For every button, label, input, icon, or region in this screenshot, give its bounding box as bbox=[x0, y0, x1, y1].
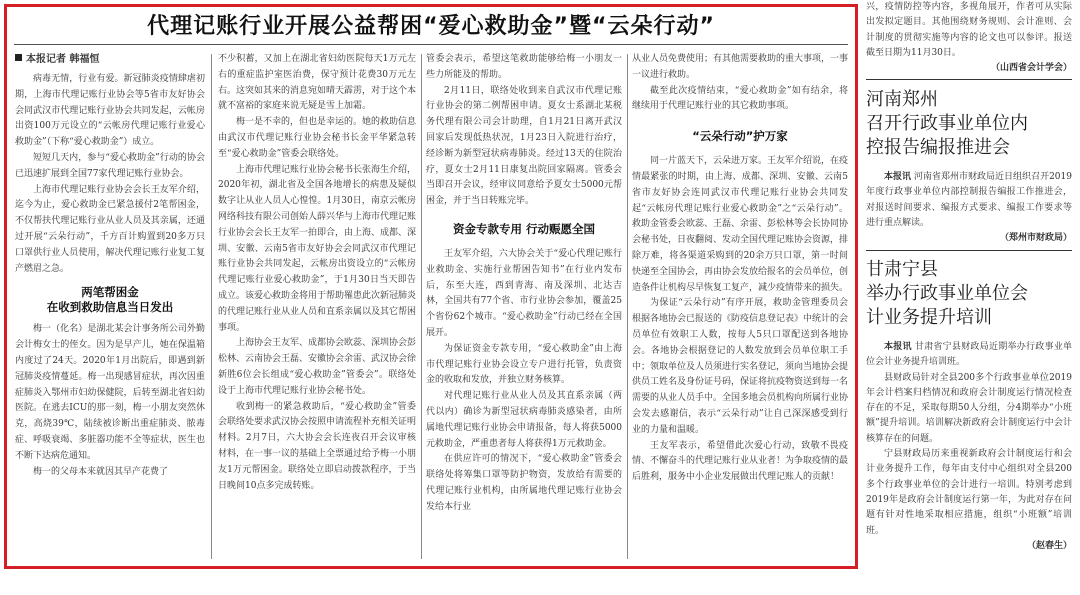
paragraph: 甘肃省宁县财政局近期举办行政事业单位会计业务提升培训班。 bbox=[866, 342, 1072, 368]
square-bullet-icon bbox=[15, 54, 22, 61]
paragraph: 宁县财政局历来重视新政府会计制度运行和会计业务提升工作，每年由支付中心组织对全县200多个行政事业单位的会计进行一培训。特别考虑到2019年是政府会计制度运行第一年，为此对存在问题有针对性地采取相应措施，组织“小班额”培训班。 bbox=[866, 449, 1072, 536]
paragraph: 管委会表示，希望这笔救助能够给梅一小朋友一些力所能及的帮助。 bbox=[426, 54, 622, 80]
paragraph: 梅一是不幸的，但也是幸运的。她的救助信息由武汉市代理记账行业协会秘书长金平华紧急转至“爱心救助金”管委会联络处。 bbox=[218, 117, 416, 159]
paragraph: 短短几天内，参与“爱心救助金”行动的协会已迅速扩展到全国77家代理记账行业协会。 bbox=[15, 152, 205, 179]
lead-label: 本报讯 bbox=[884, 342, 912, 352]
article-column-1 bbox=[15, 52, 205, 562]
paragraph: 王友军介绍，六大协会关于“爱心代理记账行业救助金、实施行业帮困告知书”在行业内发布后，东至大连，西到青海、南及深圳、北达吉林，全国共有77个省、市行业协会参加，覆盖25个省份62个城市。“爱心救助金”行动已经在全国展开。 bbox=[426, 248, 622, 338]
paragraph: 梅一（化名）是湖北某会计事务所公司外勤会计梅女士的侄女。因为是早产儿，她在保温箱内度过了24天。2020年1月出院后，即遇到新冠肺炎疫情蔓延。梅一出现感冒症状，再次因重症肺炎入鄂州市妇幼保健院，后转至湖北省妇幼医院。在逃去ICU的那一刻，梅一小朋友突然休克，高烧39℃，陆续被诊断出重症肺炎、脓毒症、呼吸衰竭、多脏器功能不全等症状，医生也不断下达病危通知。 bbox=[15, 324, 205, 461]
article-column-4 bbox=[632, 52, 848, 562]
paragraph: 上海市代理记账行业协会会长王友军介绍，迄今为止，爱心救助金已紧急援付2笔帮困金，不仅帮扶代理记账行业从业人员及其亲属，还通过开展“云朵行动”，千方百计购置到20多万只口罩供行业人员使用，解决代理记账行业复工复产燃眉之急。 bbox=[15, 184, 205, 274]
paragraph: 梅一的父母本来就因其早产花费了 bbox=[33, 466, 169, 477]
article-column-3 bbox=[426, 52, 622, 562]
sidebar-article-body bbox=[866, 170, 1072, 244]
paragraph: 对代理记账行业从业人员及其直系亲属（两代以内）确诊为新型冠状病毒肺炎感染者，由所属地代理记账行业协会申请报备，每人将获5000元救助金，严重患者每人将获得1万元救助金。 bbox=[426, 391, 622, 449]
paragraph: 病毒无情，行业有爱。新冠肺炎疫情肆虐初期，上海市代理记账行业协会等5省市友好协会会同武汉市代理记账行业协会共同发起，云帐房出资100万元设立的“云帐房代理记账行业爱心救助金”（下称“爱心救助金”）成立。 bbox=[15, 74, 205, 148]
section-subhead: 资金专款专用 行动赈愿全国 bbox=[452, 221, 595, 236]
paragraph: 为保证资金专款专用，“爱心救助金”由上海市代理记账行业协会设立专户进行托管，负责资金的收取和发放，并独立财务核算。 bbox=[426, 343, 622, 386]
source-credit: （郑州市财政局） bbox=[999, 233, 1072, 244]
paragraph: 同一片蓝天下，云朵进万家。王友军介绍说，在疫情最紧张的时期，由上海、成都、深圳、安徽、云南5省市友好协会连同武汉市代理记账行业协会共同发起“云帐房代理记账行业爱心救助金”之“云朵行动”。救助金管委会欧蕊、王磊、余雷、彭松林等会长协同协会秘书处，日夜翻阅、发动全国代理记账协会资源，排除万难，将各渠道采购到的20余万只口罩，第一时间快递至全国协会，再由协会发放给报名的会员单位，创造条件让机构尽早恢复工复产，减少疫情带来的损失。 bbox=[632, 156, 848, 293]
paragraph: 县财政局针对全县200多个行政事业单位2019年会计档案归档情况和政府会计制度运行情况检查存在的不足，采取每期50人分组，分4期举办“小班额”提升培训。培训解决新政府会计制度运行中会计核算存在的问题。 bbox=[866, 372, 1072, 444]
section-subhead: “云朵行动”护万家 bbox=[692, 129, 788, 144]
paragraph: 兴，疫情防控等内容，多视角展开，作者可从实际出发拟定题目。其他围绕财务规则、会计准则、会计制度的贯彻实施等内容的论文也可以参评。报送截至日期为11月30日。 bbox=[866, 2, 1072, 58]
paragraph: 上海市代理记账行业协会秘书长张海生介绍，2020年初，湖北省及全国各地增长的病患及疑似数字让从业人员人心惶惶。1月30日，南京云帐房网络科技有限公司创始人薛兴华与上海市代理记账行业协会会长王友军一拍即合，由上海、成都、深圳、安徽、云南5省市友好协会会同武汉市代理记账行业协会共同发起，云帐房出资设立的“云帐房代理记账行业爱心救助金”，于1月30日当天即告成立。该爱心救助金将用于帮助罹患此次新冠肺炎的代理记账行业从业人员和直系亲属以及其它帮困事项。 bbox=[218, 164, 416, 333]
sidebar-article-body bbox=[866, 340, 1072, 555]
source-credit: （山西省会计学会） bbox=[990, 63, 1072, 74]
headline-rule bbox=[14, 44, 848, 45]
paragraph: 从业人员免费使用；有其他需要救助的重大事项，一事一议进行救助。 bbox=[632, 54, 848, 80]
source-credit: （赵春生） bbox=[1026, 540, 1072, 551]
paragraph: 上海协会王友军、成都协会欧蕊、深圳协会彭松林、云南协会王磊、安徽协会余雷、武汉协会徐新胜6位会长组成“爱心救助金”管委会”。联络处设于上海市代理记账行业协会秘书处。 bbox=[218, 338, 416, 396]
column-divider bbox=[421, 54, 422, 559]
byline: 本报记者 韩福恒 bbox=[15, 52, 205, 68]
paragraph: 收到梅一的紧急救助后，“爱心救助金”管委会联络处要求武汉协会按照申请流程补充相关证明材料。2月7日，六大协会会长连夜召开会议审核材料，在一事一议的基础上全票通过给予梅一小朋友1万元帮困金。联络处立即启动拨款程序，于当日晚间10点多完成转账。 bbox=[218, 401, 416, 491]
sidebar-continued-text bbox=[866, 0, 1072, 76]
article-column-2 bbox=[218, 52, 416, 562]
sidebar-rule bbox=[866, 250, 1072, 251]
paragraph: 王友军表示，希望借此次爱心行动，致敬不畏疫情、不懈奋斗的代理记账行业从业者！为争取疫情的最后胜利，服务中小企业发展做出代理记账人的贡献！ bbox=[632, 440, 848, 483]
column-divider bbox=[211, 54, 212, 559]
paragraph: 2月11日，联络处收到来自武汉市代理记账行业协会的第二例帮困申请。夏女士系湖北某税务代理有限公司会计助理，自1月21日离开武汉回家后发现低热状况，1月23日入院进行治疗，经诊断为新型冠状病毒肺炎。经过13天的住院治疗，夏女士2月11日康复出院回家隔离。管委会当即召开会议，经审议同意给予夏女士5000元帮困金，并于当日转账完毕。 bbox=[426, 85, 622, 207]
paragraph: 截至此次疫情结束，“爱心救助金”如有结余，将继续用于代理记账行业的其它救助事项。 bbox=[632, 85, 848, 112]
article-headline: 代理记账行业开展公益帮困“爱心救助金”暨“云朵行动” bbox=[147, 14, 715, 39]
paragraph: 不少积蓄，又加上在湖北省妇幼医院每天1万元左右的重症监护室医治费，保守预计花费30万元左右。这突如其来的消息宛如晴天霹雳，对于这个本就不富裕的家庭来说无疑是雪上加霜。 bbox=[218, 54, 416, 112]
paragraph: 为保证“云朵行动”有序开展，救助金管理委员会根据各地协会已报送的《防疫信息登记表》中统计的会员单位有效职工人数，按每人5只口罩配送到各地协会。各地协会根据登记的人数发放到会员单位职工手中；领取单位及人员须进行实名登记，须向当地协会提供员工姓名及身份证号码，保证将抗疫物资送到每一名需要的从业人员手中。全国多地会员机构向所属行业协会发去感谢信，表示“云朵行动”让自己深深感受到行业的力量和温暖。 bbox=[632, 298, 848, 435]
section-subhead: 两笔帮困金 在收到救助信息当日发出 bbox=[46, 285, 174, 315]
sidebar-article-title: 河南郑州 召开行政事业单位内 控报告编报推进会 bbox=[866, 89, 1028, 158]
lead-label: 本报讯 bbox=[884, 172, 912, 182]
sidebar-article-title: 甘肃宁县 举办行政事业单位会 计业务提升培训 bbox=[866, 259, 1028, 328]
column-divider bbox=[627, 54, 628, 559]
sidebar-rule bbox=[866, 79, 1072, 80]
paragraph: 河南省郑州市财政局近日组织召开2019年度行政事业单位内部控制报告编报工作推进会，对报送时间要求、编报方式要求、编报工作要求等进行重点解读。 bbox=[866, 172, 1072, 228]
paragraph: 在供应许可的情况下，“爱心救助金”管委会联络处将筹集口罩等防护物资，发放给有需要的代理记账行业机构，由所属地代理记账行业协会发给本行业 bbox=[426, 454, 622, 512]
